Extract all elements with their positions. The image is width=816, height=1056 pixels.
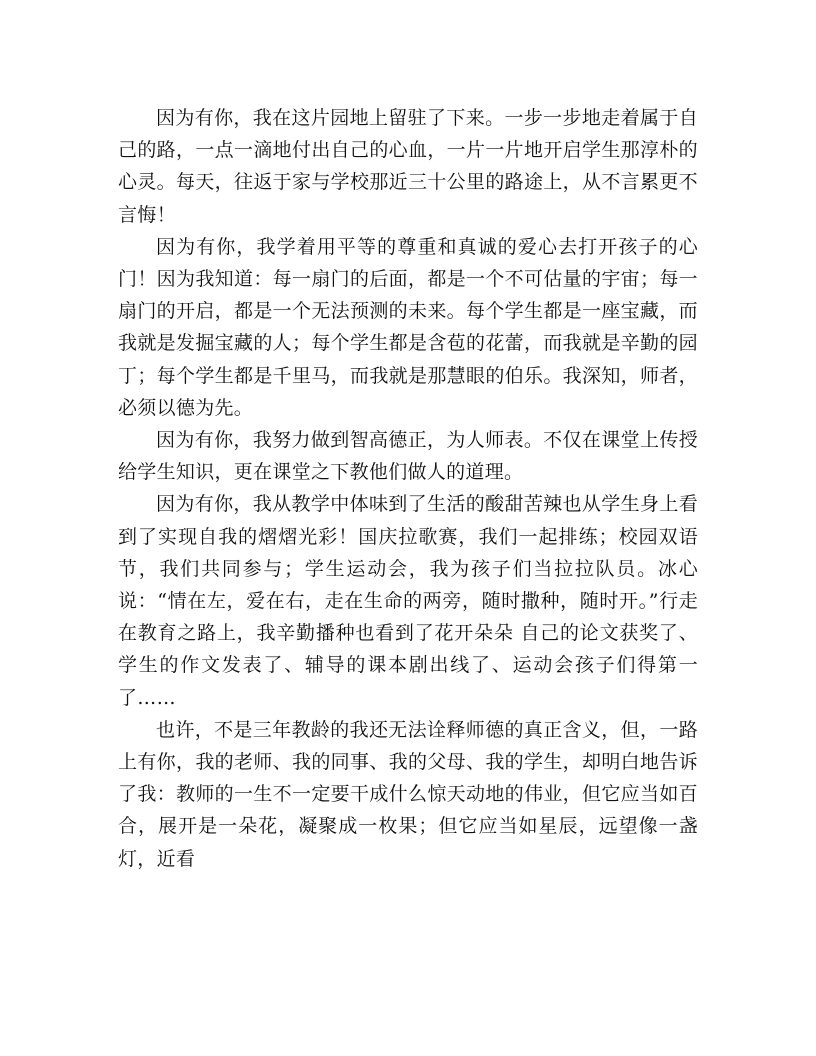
document-body <box>118 102 698 875</box>
paragraph-2: 因为有你，我学着用平等的尊重和真诚的爱心去打开孩子的心门！因为我知道：每一扇门的后面，都是一个不可估量的宇宙；每一扇门的开启，都是一个无法预测的未来。每个学生都是一座宝藏，而我就是发掘宝藏的人；每个学生都是含苞的花蕾，而我就是辛勤的园丁；每个学生都是千里马，而我就是那慧眼的伯乐。我深知，师者，必须以德为先。 <box>118 235 698 419</box>
paragraph-1: 因为有你，我在这片园地上留驻了下来。一步一步地走着属于自己的路，一点一滴地付出自己的心血，一片一片地开启学生那淳朴的心灵。每天，往返于家与学校那近三十公里的路途上，从不言累更不言悔！ <box>118 107 698 226</box>
paragraph-3: 因为有你，我努力做到智高德正，为人师表。不仅在课堂上传授给学生知识，更在课堂之下教他们做人的道理。 <box>118 429 698 484</box>
paragraph-4: 因为有你，我从教学中体味到了生活的酸甜苦辣也从学生身上看到了实现自我的熠熠光彩！国庆拉歌赛，我们一起排练；校园双语节，我们共同参与；学生运动会，我为孩子们当拉拉队员。冰心说：“情在左，爱在右，走在生命的两旁，随时撒种，随时开。”行走在教育之路上，我辛勤播种也看到了花开朵朵 自己的论文获奖了、学生的作文发表了、辅导的课本剧出线了、运动会孩子们得第一了…… <box>118 493 698 709</box>
paragraph-5: 也许，不是三年教龄的我还无法诠释师德的真正含义，但，一路上有你，我的老师、我的同事、我的父母、我的学生，却明白地告诉了我：教师的一生不一定要干成什么惊天动地的伟业，但它应当如百合，展开是一朵花，凝聚成一枚果；但它应当如星辰，远望像一盏灯，近看 <box>118 718 698 870</box>
